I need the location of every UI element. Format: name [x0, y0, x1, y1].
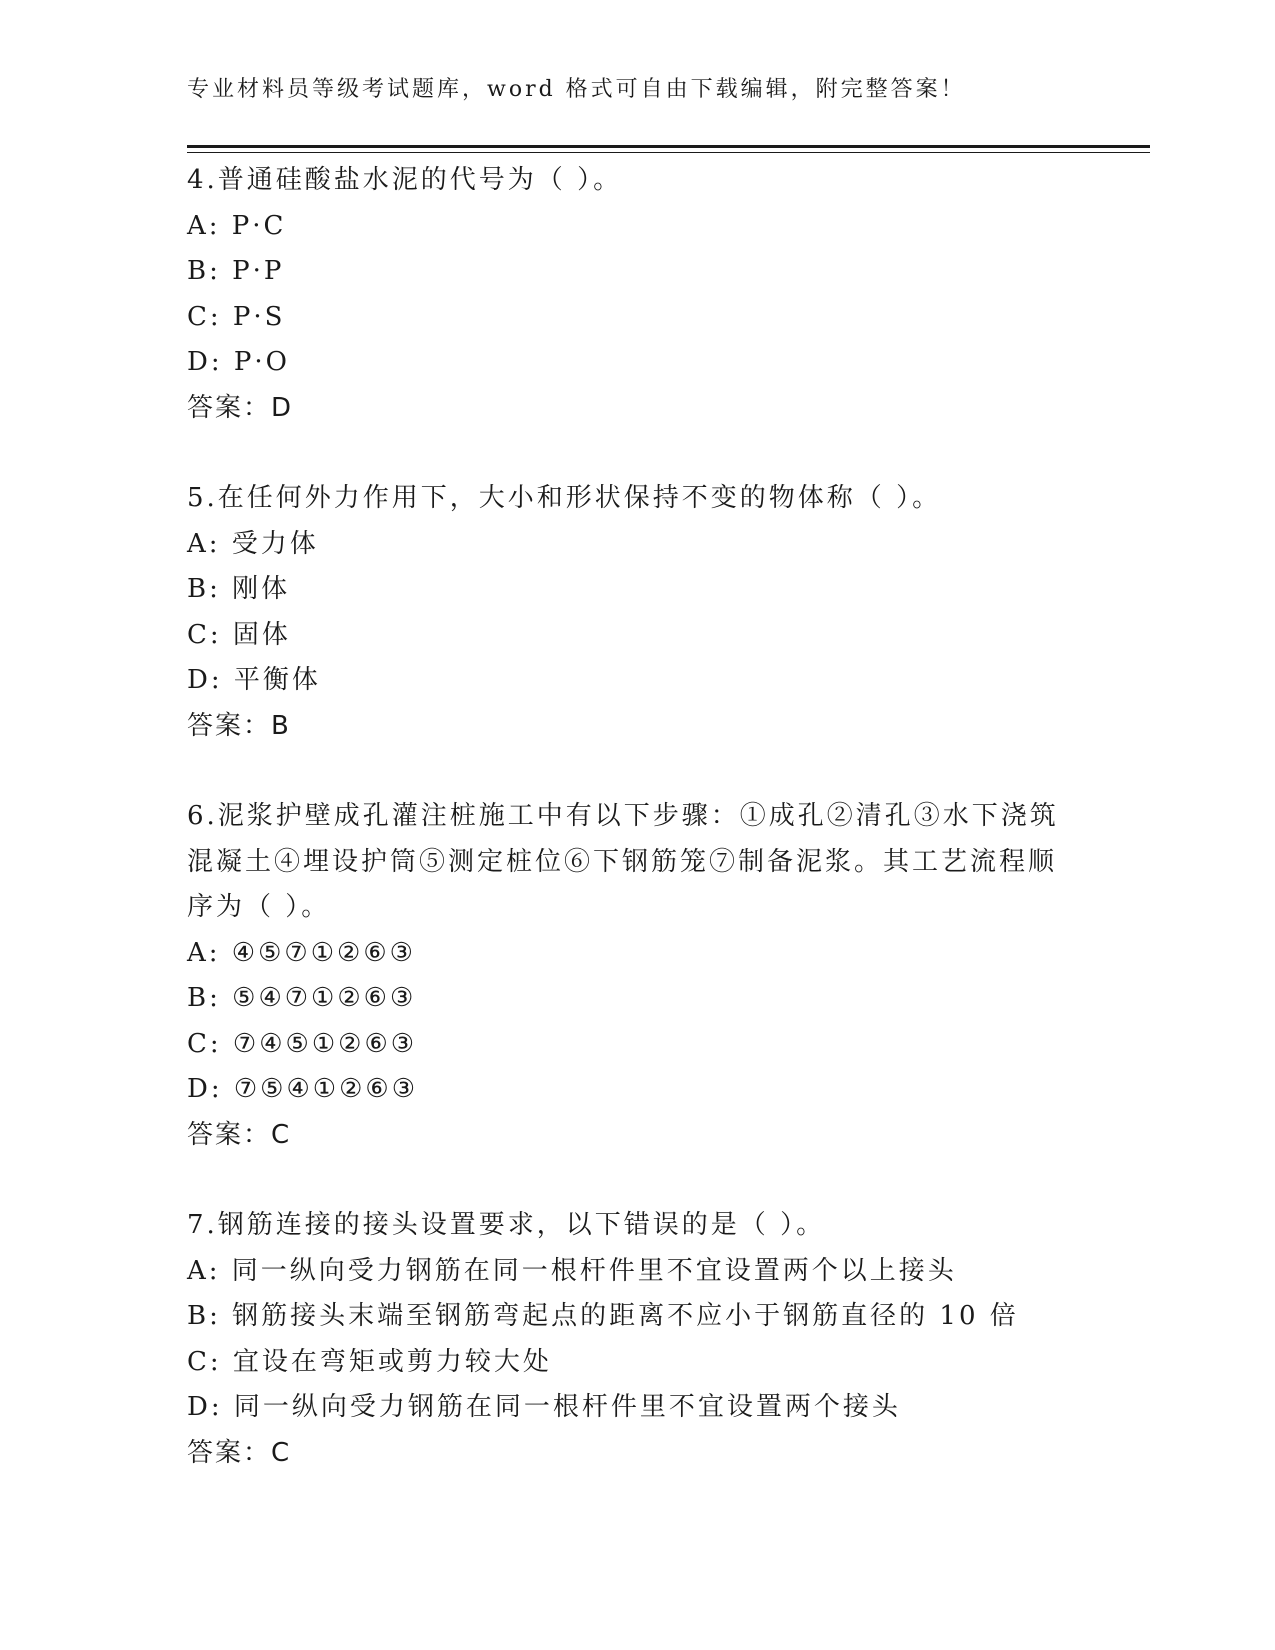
option-d: D: 同一纵向受力钢筋在同一根杆件里不宜设置两个接头: [187, 1392, 901, 1422]
option-a: A: ④⑤⑦①②⑥③: [187, 937, 416, 968]
option-c: C: ⑦④⑤①②⑥③: [187, 1028, 418, 1059]
question-4: [187, 158, 1087, 431]
option-a: A: 受力体: [187, 528, 319, 559]
question-5: [187, 476, 1087, 749]
header-rule-thin: [187, 152, 1150, 153]
answer: 答案：B: [187, 710, 291, 741]
answer: 答案：D: [187, 392, 294, 423]
question-7: [187, 1203, 1087, 1476]
option-c: C: P·S: [187, 301, 286, 332]
option-a: A: P·C: [187, 210, 287, 241]
header-rule-thick: [187, 145, 1150, 148]
question-stem: 4.普通硅酸盐水泥的代号为（ ）。: [187, 165, 623, 195]
option-d: D: 平衡体: [187, 665, 321, 695]
option-c: C: 宜设在弯矩或剪力较大处: [187, 1346, 552, 1377]
page-header: 专业材料员等级考试题库，word 格式可自由下载编辑，附完整答案！: [187, 77, 966, 102]
option-b: B: ⑤④⑦①②⑥③: [187, 983, 417, 1013]
question-stem: 5.在任何外力作用下，大小和形状保持不变的物体称（ ）。: [187, 483, 942, 513]
answer: 答案：C: [187, 1437, 292, 1468]
option-b: B: 刚体: [187, 574, 291, 604]
option-c: C: 固体: [187, 619, 291, 650]
question-list: [187, 158, 1087, 1521]
option-b: B: P·P: [187, 256, 285, 286]
option-a: A: 同一纵向受力钢筋在同一根杆件里不宜设置两个以上接头: [187, 1255, 957, 1286]
question-stem-line-3: 序为（ ）。: [187, 892, 331, 922]
option-d: D: P·O: [187, 347, 290, 377]
option-d: D: ⑦⑤④①②⑥③: [187, 1074, 419, 1104]
question-stem: 7.钢筋连接的接头设置要求，以下错误的是（ ）。: [187, 1210, 826, 1240]
question-stem-line-2: 混凝土④埋设护筒⑤测定桩位⑥下钢筋笼⑦制备泥浆。其工艺流程顺: [187, 846, 1058, 877]
question-stem-line-1: 6.泥浆护壁成孔灌注桩施工中有以下步骤：①成孔②清孔③水下浇筑: [187, 801, 1059, 831]
option-b: B: 钢筋接头末端至钢筋弯起点的距离不应小于钢筋直径的 10 倍: [187, 1301, 1019, 1331]
answer: 答案：C: [187, 1119, 292, 1150]
question-6: [187, 794, 1087, 1158]
